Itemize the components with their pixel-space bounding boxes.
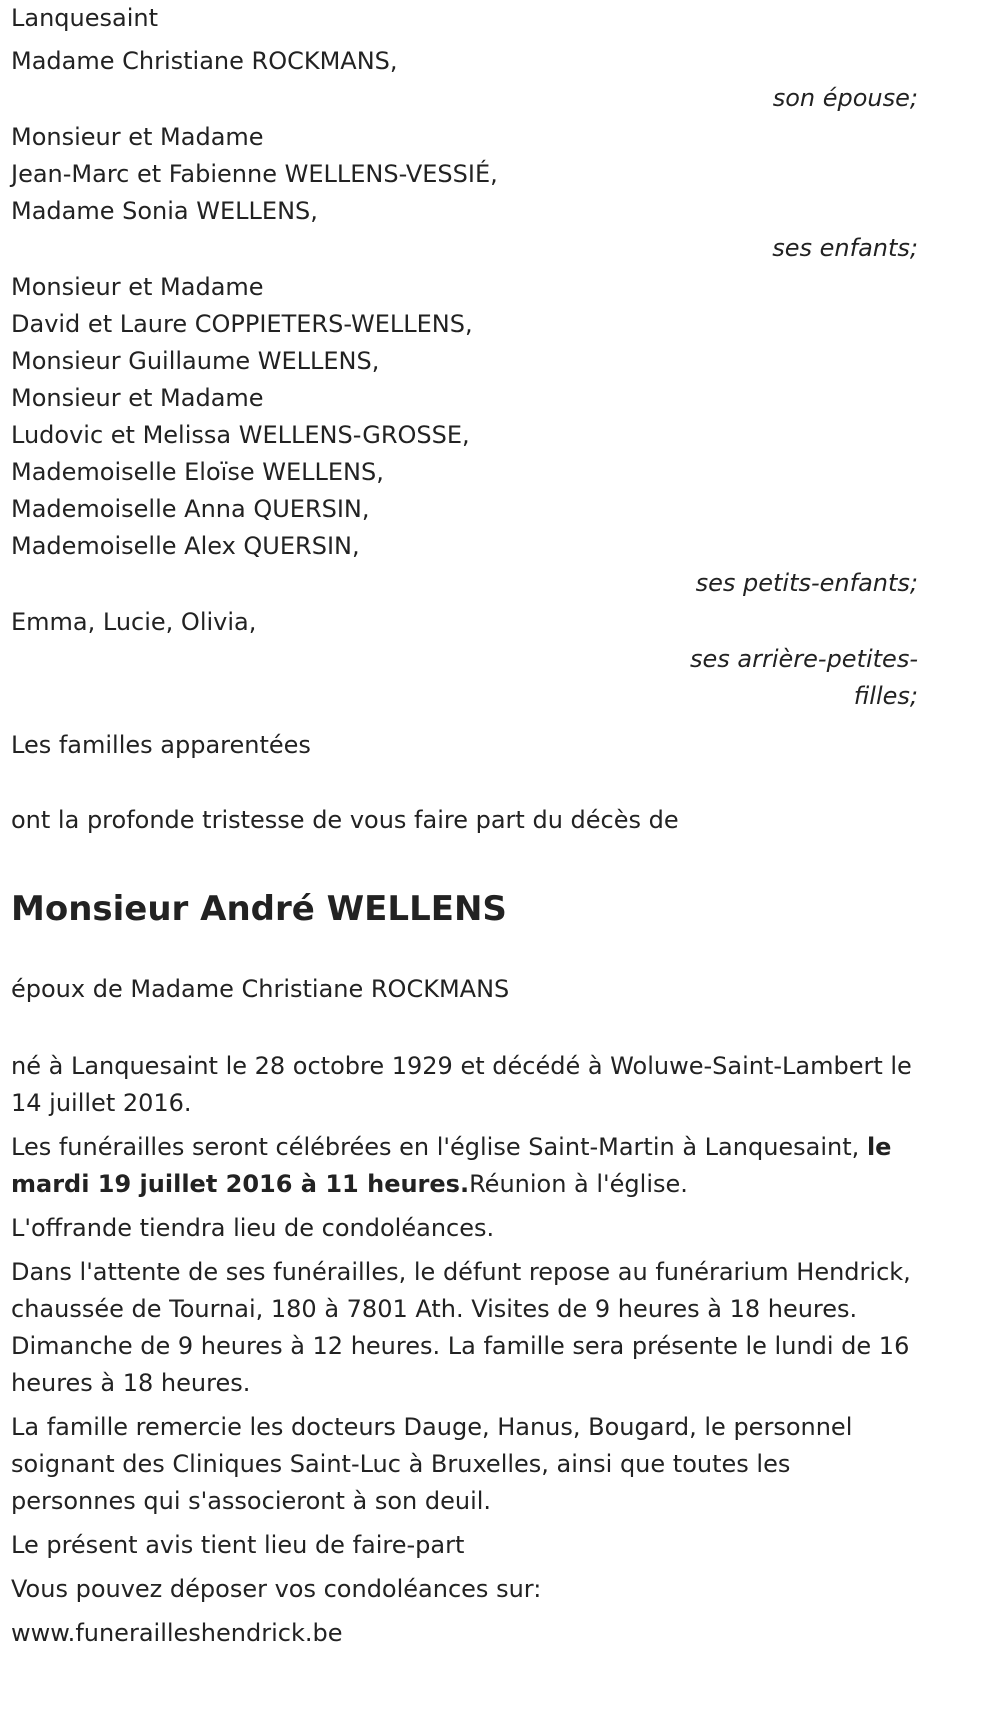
family-member: David et Laure COPPIETERS-WELLENS, — [11, 310, 473, 338]
related-families: Les familles apparentées — [11, 731, 311, 759]
announcement: ont la profonde tristesse de vous faire part du décès de — [11, 806, 679, 834]
offering-paragraph: L'offrande tiendra lieu de condoléances. — [11, 1214, 495, 1242]
family-member: Madame Christiane ROCKMANS, — [11, 47, 398, 75]
family-group-children — [11, 119, 918, 267]
family-member: Mademoiselle Anna QUERSIN, — [11, 495, 370, 523]
family-member: Monsieur Guillaume WELLENS, — [11, 347, 380, 375]
family-member: Mademoiselle Alex QUERSIN, — [11, 532, 360, 560]
family-member: Mademoiselle Eloïse WELLENS, — [11, 458, 384, 486]
family-member: Ludovic et Melissa WELLENS-GROSSE, — [11, 421, 470, 449]
family-role: son épouse; — [772, 84, 918, 112]
family-role: ses arrière-petites- — [690, 645, 918, 673]
deceased-name: Monsieur André WELLENS — [11, 889, 507, 929]
location: Lanquesaint — [11, 4, 158, 32]
family-member: Monsieur et Madame — [11, 384, 264, 412]
family-role: ses petits-enfants; — [695, 569, 918, 597]
funeral-paragraph — [11, 1129, 918, 1203]
family-member: Monsieur et Madame — [11, 123, 264, 151]
notice-paragraph: Le présent avis tient lieu de faire-part — [11, 1531, 465, 1559]
spouse-of: époux de Madame Christiane ROCKMANS — [11, 975, 510, 1003]
thanks-paragraph: La famille remercie les docteurs Dauge, Hanus, Bougard, le personnel soignant des Cliniques Saint-Luc à Bruxelles, ainsi que toutes les personnes qui s'associeront à son deuil. — [11, 1413, 853, 1515]
family-group-spouse — [11, 43, 918, 117]
family-member: Jean-Marc et Fabienne WELLENS-VESSIÉ, — [11, 160, 498, 188]
funeral-suffix: Réunion à l'église. — [469, 1170, 688, 1198]
website-link[interactable]: www.funerailleshendrick.be — [11, 1619, 343, 1647]
family-group-great-grandchildren — [11, 604, 918, 715]
birth-death-paragraph: né à Lanquesaint le 28 octobre 1929 et décédé à Woluwe-Saint-Lambert le 14 juillet 2016. — [11, 1052, 912, 1117]
family-member: Emma, Lucie, Olivia, — [11, 608, 257, 636]
funeral-date: le mardi 19 juillet 2016 à 11 heures. — [11, 1133, 892, 1198]
family-member: Madame Sonia WELLENS, — [11, 197, 318, 225]
family-role: filles; — [853, 682, 918, 710]
family-member: Monsieur et Madame — [11, 273, 264, 301]
funeral-prefix: Les funérailles seront célébrées en l'église Saint-Martin à Lanquesaint, — [11, 1133, 867, 1161]
family-role: ses enfants; — [772, 234, 918, 262]
visitation-paragraph: Dans l'attente de ses funérailles, le défunt repose au funérarium Hendrick, chaussée de Tournai, 180 à 7801 Ath. Visites de 9 heures à 18 heures. Dimanche de 9 heures à 12 heures. La famille sera présente le lundi de 16 heures à 18 heures. — [11, 1258, 911, 1397]
family-group-grandchildren — [11, 269, 918, 602]
condolences-intro: Vous pouvez déposer vos condoléances sur: — [11, 1575, 542, 1603]
